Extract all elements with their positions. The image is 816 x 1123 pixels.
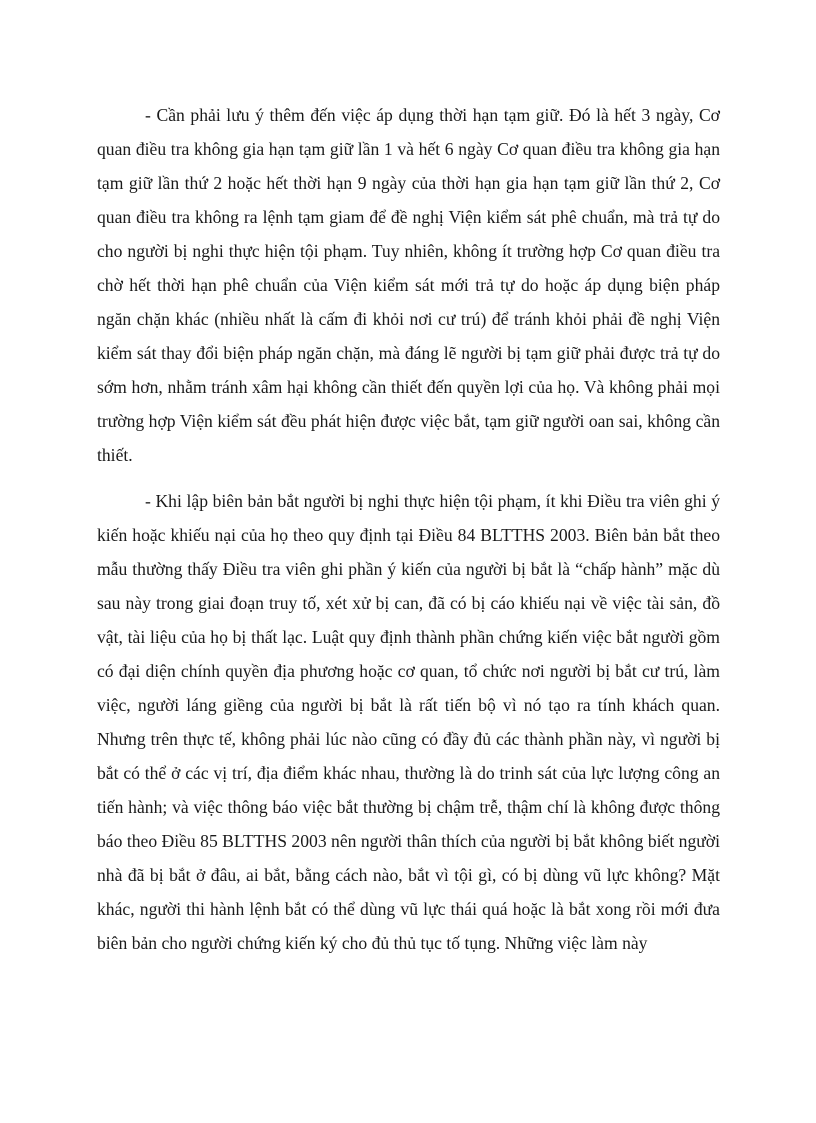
paragraph-arrest-record: - Khi lập biên bản bắt người bị nghi thực hiện tội phạm, ít khi Điều tra viên ghi ý kiến hoặc khiếu nại của họ theo quy định tại Điều 84 BLTTHS 2003. Biên bản bắt theo mẫu thường thấy Điều tra viên ghi phần ý kiến của người bị bắt là “chấp hành” mặc dù sau này trong giai đoạn truy tố, xét xử bị can, đã có bị cáo khiếu nại về việc tài sản, đồ vật, tài liệu của họ bị thất lạc. Luật quy định thành phần chứng kiến việc bắt người gồm có đại diện chính quyền địa phương hoặc cơ quan, tổ chức nơi người bị bắt cư trú, làm việc, người láng giềng của người bị bắt là rất tiến bộ vì nó tạo ra tính khách quan. Nhưng trên thực tế, không phải lúc nào cũng có đầy đủ các thành phần này, vì người bị bắt có thể ở các vị trí, địa điểm khác nhau, thường là do trinh sát của lực lượng công an tiến hành; và việc thông báo việc bắt thường bị chậm trễ, thậm chí là không được thông báo theo Điều 85 BLTTHS 2003 nên người thân thích của người bị bắt không biết người nhà đã bị bắt ở đâu, ai bắt, bằng cách nào, bắt vì tội gì, có bị dùng vũ lực không? Mặt khác, người thi hành lệnh bắt có thể dùng vũ lực thái quá hoặc là bắt xong rồi mới đưa biên bản cho người chứng kiến ký cho đủ thủ tục tố tụng. Những việc làm này (97, 491, 720, 953)
paragraph-custody-time-limit: - Cần phải lưu ý thêm đến việc áp dụng thời hạn tạm giữ. Đó là hết 3 ngày, Cơ quan điều tra không gia hạn tạm giữ lần 1 và hết 6 ngày Cơ quan điều tra không gia hạn tạm giữ lần thứ 2 hoặc hết thời hạn 9 ngày của thời hạn gia hạn tạm giữ lần thứ 2, Cơ quan điều tra không ra lệnh tạm giam để đề nghị Viện kiểm sát phê chuẩn, mà trả tự do cho người bị nghi thực hiện tội phạm. Tuy nhiên, không ít trường hợp Cơ quan điều tra chờ hết thời hạn phê chuẩn của Viện kiểm sát mới trả tự do hoặc áp dụng biện pháp ngăn chặn khác (nhiều nhất là cấm đi khỏi nơi cư trú) để tránh khỏi phải đề nghị Viện kiểm sát thay đổi biện pháp ngăn chặn, mà đáng lẽ người bị tạm giữ phải được trả tự do sớm hơn, nhằm tránh xâm hại không cần thiết đến quyền lợi của họ. Và không phải mọi trường hợp Viện kiểm sát đều phát hiện được việc bắt, tạm giữ người oan sai, không cần thiết. (97, 105, 720, 465)
document-body (97, 98, 720, 972)
